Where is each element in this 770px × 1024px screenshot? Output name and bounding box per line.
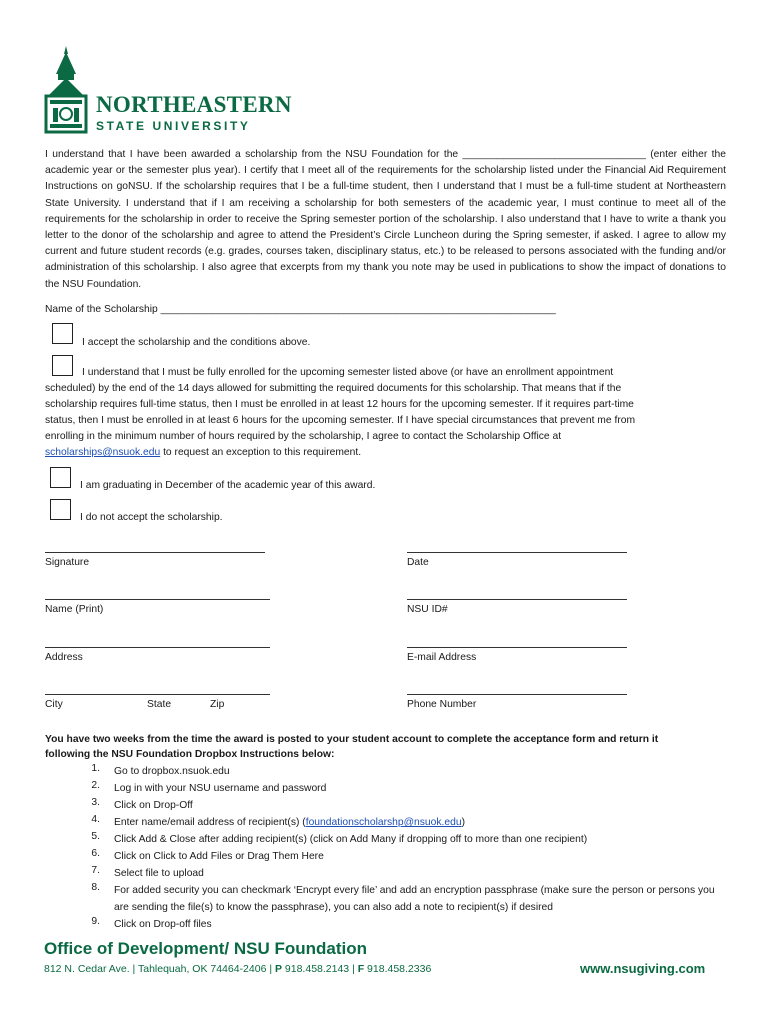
graduating-label: I am graduating in December of the academic year of this award. [80,480,376,491]
step-number: 8. [91,882,100,893]
step-4-post: ) [461,817,466,828]
state-label: State [147,699,172,710]
enrollment-line-4: status, then I must be enrolled in at least 6 hours for the upcoming semester. If I have special circumstances that prevent me from [45,415,636,426]
footer-office-title: Office of Development/ NSU Foundation [44,939,368,958]
enrollment-line-3: scholarship requires full-time status, then I must be enrolled in at least 12 hours for the upcoming semester. If it requires part-time [45,399,634,410]
footer-website[interactable]: www.nsugiving.com [580,961,706,976]
scholarship-name-blank: _____________________________________________________________________ [160,304,556,315]
enrollment-line-1: I understand that I must be fully enrolled for the upcoming semester listed above (or have an enrollment appointment [82,367,614,378]
instructions-heading-line-1: You have two weeks from the time the award is posted to your student account to complete the acceptance form and return it [45,734,659,745]
step-number: 6. [91,848,100,859]
step-text [114,814,724,831]
step-text: Click on Drop-off files [114,919,212,930]
accept-label: I accept the scholarship and the conditions above. [82,337,311,348]
date-label: Date [407,557,429,568]
university-subname: STATE UNIVERSITY [96,119,251,133]
step-number: 3. [91,797,100,808]
enrollment-tail: to request an exception to this requirement. [160,447,362,458]
zip-label: Zip [210,699,225,710]
step-text: Click on Drop-Off [114,800,193,811]
step-number: 9. [91,916,100,927]
instructions-heading-line-2: following the NSU Foundation Dropbox Instructions below: [45,749,335,760]
footer-address [44,963,431,975]
footer-fax: 918.458.2336 [364,963,432,975]
step-text: Click Add & Close after adding recipient(s) (click on Add Many if dropping off to more than one recipient) [114,834,588,845]
footer-address-text: 812 N. Cedar Ave. | Tahlequah, OK 74464-2406 | [44,963,275,975]
step-text: Log in with your NSU username and password [114,783,327,794]
enrollment-line-2: scheduled) by the end of the 14 days allowed for submitting the required documents for this scholarship. That means that if the [45,383,622,394]
step-number: 5. [91,831,100,842]
nsu-id-label: NSU ID# [407,604,448,615]
name-print-label: Name (Print) [45,604,104,615]
enrollment-line-6 [45,445,361,461]
email-label: E-mail Address [407,652,477,663]
enrollment-line-5: enrolling in the minimum number of hours required by the scholarship, I agree to contact the Scholarship Office at [45,431,562,442]
accept-checkbox[interactable] [52,323,73,344]
phone-prefix: P [274,963,282,975]
step-number: 1. [91,763,100,774]
scholarship-name-label: Name of the Scholarship [45,304,158,315]
graduating-checkbox[interactable] [50,467,71,488]
step-number: 2. [91,780,100,791]
nsu-seminary-hall-logo [40,44,92,136]
step-text: Select file to upload [114,868,204,879]
university-name: NORTHEASTERN [96,92,292,117]
date-line[interactable] [407,552,627,553]
decline-label: I do not accept the scholarship. [80,512,223,523]
footer-phone: 918.458.2143 | [282,963,358,975]
signature-line[interactable] [45,552,265,553]
nsu-id-line[interactable] [407,599,627,600]
intro-paragraph: I understand that I have been awarded a scholarship from the NSU Foundation for the ________________________________ (enter either the academic year or the semester plus year). I certify that I meet all of the requirements for the scholarship listed under the Financial Aid Requirement Instructions on goNSU. If the scholarship requires that I be a full-time student, then I understand that I must be a full-time student at Northeastern State University. I understand that if I am receiving a scholarship for both semesters of the academic year, I must continue to meet all of the requirements for the scholarship in order to receive the Spring semester portion of the scholarship. I also understand that I have to write a thank you letter to the donor of the scholarship and agree to attend the President’s Circle Luncheon during the Spring semester, if asked. I agree to allow my current and future student records (e.g. grades, courses taken, disciplinary status, etc.) to be released to persons associated with the funding and/or administration of this scholarship. I also agree that excerpts from my thank you note may be used in publications to show the impact of donations to the NSU Foundation. [45,149,726,290]
enrollment-checkbox[interactable] [52,355,73,376]
city-label: City [45,699,63,710]
step-text: Click on Click to Add Files or Drag Them Here [114,851,324,862]
fax-prefix: F [357,963,365,975]
step-number: 4. [91,814,100,825]
decline-checkbox[interactable] [50,499,71,520]
name-print-line[interactable] [45,599,270,600]
phone-line[interactable] [407,694,627,695]
step-4-pre: Enter name/email address of recipient(s) ( [114,817,306,828]
scholarship-name-field[interactable] [45,302,556,318]
address-label: Address [45,652,83,663]
phone-label: Phone Number [407,699,477,710]
address-line[interactable] [45,647,270,648]
foundation-email-link[interactable]: foundationscholarshp@nsuok.edu [305,817,462,828]
email-line[interactable] [407,647,627,648]
step-text: For added security you can checkmark ‘Encrypt every file’ and add an encryption passphrase (make sure the person or persons you are sending the file(s) to know the passphrase), you can also add a note to recipient(s) if desired [114,885,715,913]
step-number: 7. [91,865,100,876]
step-text: Go to dropbox.nsuok.edu [114,766,230,777]
scholarships-email-link[interactable]: scholarships@nsuok.edu [45,447,161,458]
signature-label: Signature [45,557,90,568]
city-state-zip-line[interactable] [45,694,270,695]
